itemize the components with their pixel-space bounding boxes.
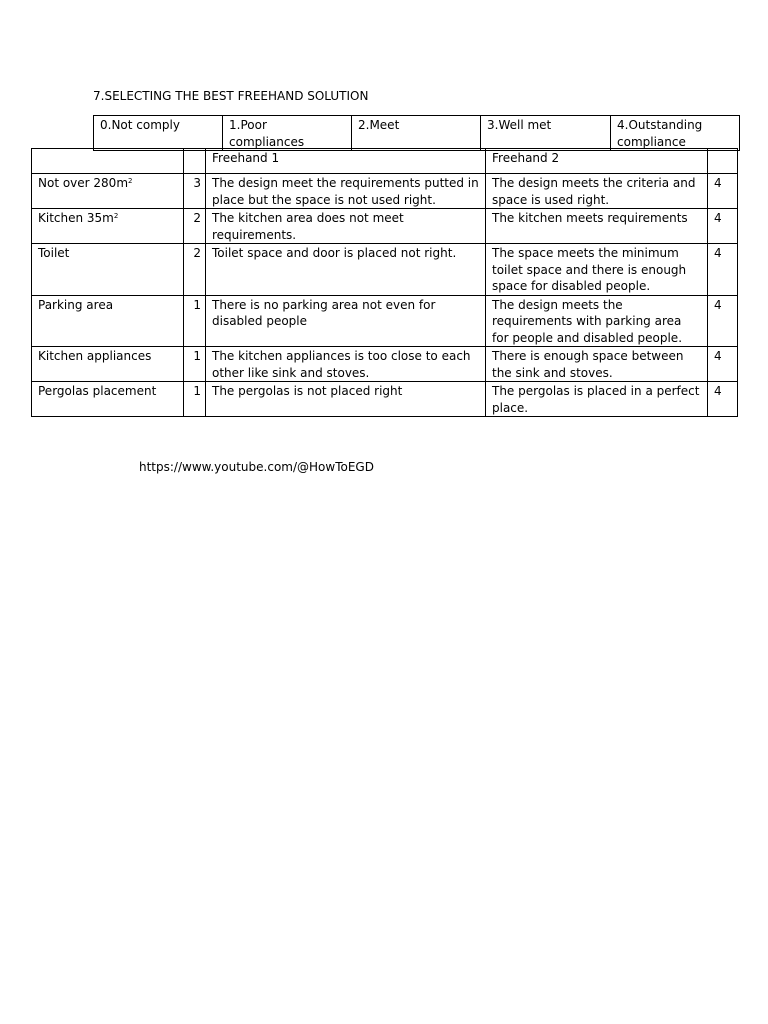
rating-scale-row (94, 116, 740, 151)
freehand-1-cell: The design meet the requirements putted in place but the space is not used right. (206, 174, 486, 209)
table-row (32, 244, 738, 296)
score-2-cell: 4 (708, 295, 738, 347)
table-header-row (32, 149, 738, 174)
scale-well-met: 3.Well met (481, 116, 611, 151)
table-row (32, 174, 738, 209)
freehand-1-cell: There is no parking area not even for disabled people (206, 295, 486, 347)
youtube-link[interactable]: https://www.youtube.com/@HowToEGD (139, 460, 374, 474)
criterion-cell (32, 209, 184, 244)
criterion-cell: Kitchen appliances (32, 347, 184, 382)
scale-outstanding-compliance: 4.Outstanding compliance (611, 116, 740, 151)
freehand-2-cell: The space meets the minimum toilet space and there is enough space for disabled people. (486, 244, 708, 296)
score-1-cell: 1 (184, 347, 206, 382)
criterion-cell (32, 174, 184, 209)
freehand-2-cell: The design meets the requirements with parking area for people and disabled people. (486, 295, 708, 347)
header-freehand-2: Freehand 2 (486, 149, 708, 174)
freehand-1-cell: The kitchen appliances is too close to each other like sink and stoves. (206, 347, 486, 382)
criterion-cell: Toilet (32, 244, 184, 296)
freehand-2-cell: The pergolas is placed in a perfect place. (486, 382, 708, 417)
score-1-cell: 2 (184, 244, 206, 296)
score-2-cell: 4 (708, 174, 738, 209)
score-1-cell: 1 (184, 382, 206, 417)
scale-meet: 2.Meet (352, 116, 481, 151)
evaluation-table (31, 148, 738, 417)
criterion-cell: Pergolas placement (32, 382, 184, 417)
criterion-text: Kitchen 35m (38, 211, 114, 225)
score-2-cell: 4 (708, 347, 738, 382)
header-score-1 (184, 149, 206, 174)
freehand-1-cell: The pergolas is not placed right (206, 382, 486, 417)
section-heading: 7.SELECTING THE BEST FREEHAND SOLUTION (93, 89, 369, 103)
freehand-2-cell: The design meets the criteria and space is used right. (486, 174, 708, 209)
table-row (32, 382, 738, 417)
score-2-cell: 4 (708, 244, 738, 296)
scale-not-comply: 0.Not comply (94, 116, 223, 151)
score-1-cell: 1 (184, 295, 206, 347)
header-score-2 (708, 149, 738, 174)
criterion-cell: Parking area (32, 295, 184, 347)
freehand-1-cell: The kitchen area does not meet requirements. (206, 209, 486, 244)
table-row (32, 347, 738, 382)
score-2-cell: 4 (708, 382, 738, 417)
freehand-1-cell: Toilet space and door is placed not right. (206, 244, 486, 296)
header-criterion (32, 149, 184, 174)
superscript: 2 (113, 212, 119, 220)
table-row (32, 209, 738, 244)
freehand-2-cell: The kitchen meets requirements (486, 209, 708, 244)
score-2-cell: 4 (708, 209, 738, 244)
score-1-cell: 3 (184, 174, 206, 209)
scale-poor-compliances: 1.Poor compliances (223, 116, 352, 151)
rating-scale-table (93, 115, 740, 151)
freehand-2-cell: There is enough space between the sink and stoves. (486, 347, 708, 382)
criterion-text: Not over 280m (38, 176, 129, 190)
header-freehand-1: Freehand 1 (206, 149, 486, 174)
superscript: 2 (128, 177, 133, 185)
table-row (32, 295, 738, 347)
score-1-cell: 2 (184, 209, 206, 244)
